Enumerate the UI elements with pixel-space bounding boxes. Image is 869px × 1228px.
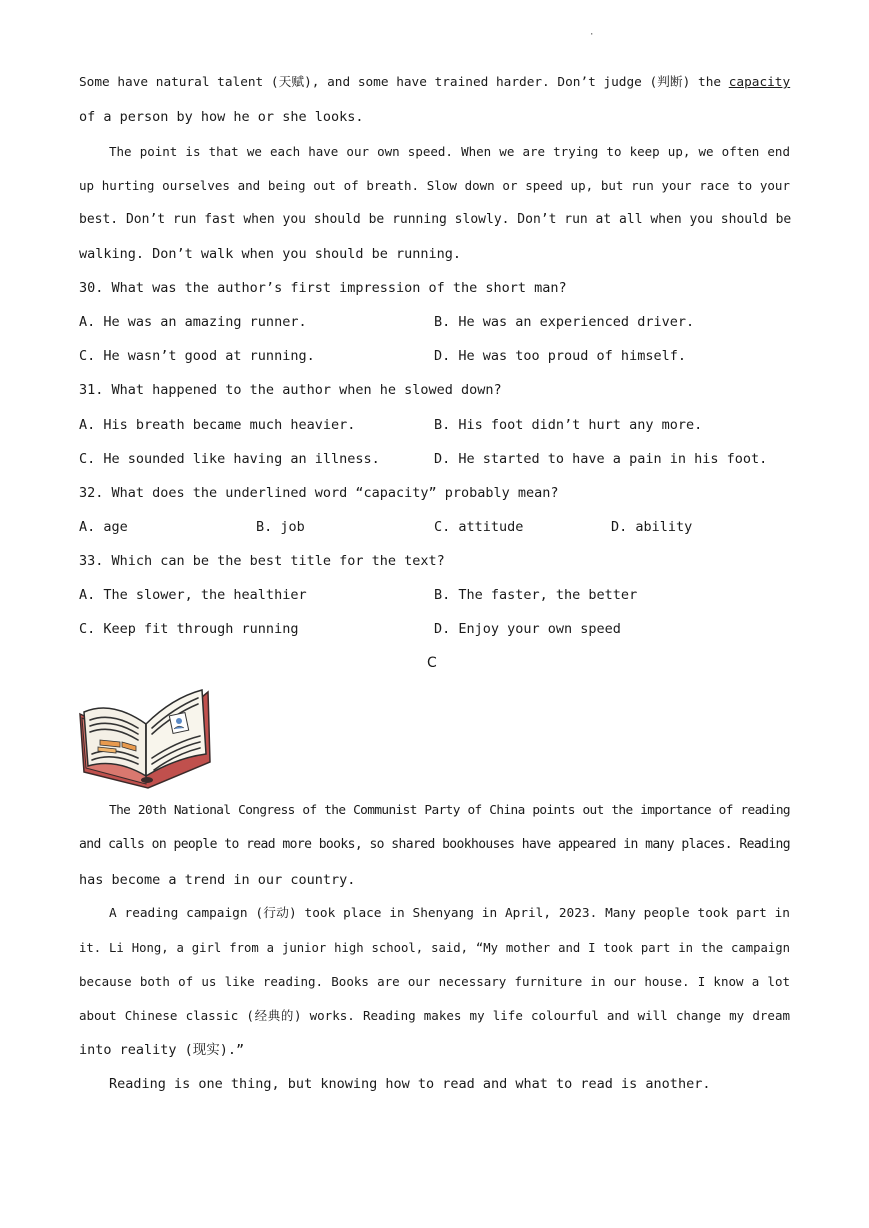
option-d: D. He started to have a pain in his foot. (434, 451, 768, 467)
option-c: C. attitude (434, 519, 524, 535)
passage-line: of a person by how he or she looks. (79, 109, 364, 125)
header-mark: · (589, 30, 595, 40)
option-d: D. He was too proud of himself. (434, 348, 686, 364)
question-stem: 32. What does the underlined word “capacity” probably mean? (79, 485, 559, 501)
section-heading: C (427, 655, 437, 671)
option-c: C. He wasn’t good at running. (79, 348, 315, 364)
option-a: A. age (79, 519, 128, 535)
option-a: A. His breath became much heavier. (79, 417, 356, 433)
passage-line: has become a trend in our country. (79, 872, 356, 888)
option-a: A. The slower, the healthier (79, 587, 307, 603)
option-b: B. His foot didn’t hurt any more. (434, 417, 703, 433)
passage-text: Some have natural talent (天赋), and some have trained harder. Don’t judge (判断) the (79, 75, 729, 90)
passage-line: because both of us like reading. Books are our necessary furniture in our house. I know a lot (79, 974, 790, 989)
underlined-word: capacity (728, 75, 791, 90)
passage-line: Reading is one thing, but knowing how to read and what to read is another. (109, 1076, 711, 1092)
passage-line: A reading campaign (行动) took place in Shenyang in April, 2023. Many people took part in (109, 906, 790, 921)
passage-line (79, 74, 790, 92)
question-stem: 33. Which can be the best title for the text? (79, 553, 445, 569)
option-d: D. ability (611, 519, 693, 535)
passage-line: and calls on people to read more books, so shared bookhouses have appeared in many places. Reading (79, 837, 790, 852)
option-d: D. Enjoy your own speed (434, 621, 621, 637)
passage-line: into reality (现实).” (79, 1042, 245, 1058)
option-c: C. He sounded like having an illness. (79, 451, 380, 467)
option-c: C. Keep fit through running (79, 621, 299, 637)
passage-line: best. Don’t run fast when you should be running slowly. Don’t run at all when you should be (79, 212, 792, 227)
question-stem: 31. What happened to the author when he slowed down? (79, 382, 502, 398)
option-a: A. He was an amazing runner. (79, 314, 307, 330)
passage-line: The point is that we each have our own speed. When we are trying to keep up, we often end (109, 144, 790, 159)
question-stem: 30. What was the author’s first impression of the short man? (79, 280, 567, 296)
passage-line: it. Li Hong, a girl from a junior high school, said, “My mother and I took part in the campaign (79, 941, 790, 955)
passage-line: up hurting ourselves and being out of breath. Slow down or speed up, but run your race to your (79, 178, 790, 193)
option-b: B. He was an experienced driver. (434, 314, 695, 330)
option-b: B. The faster, the better (434, 587, 638, 603)
passage-line: walking. Don’t walk when you should be running. (79, 246, 462, 262)
option-b: B. job (256, 519, 305, 535)
open-book-icon (76, 684, 212, 792)
passage-line: The 20th National Congress of the Communist Party of China points out the importance of reading (109, 803, 790, 818)
passage-line: about Chinese classic (经典的) works. Reading makes my life colourful and will change my dream (79, 1008, 790, 1023)
